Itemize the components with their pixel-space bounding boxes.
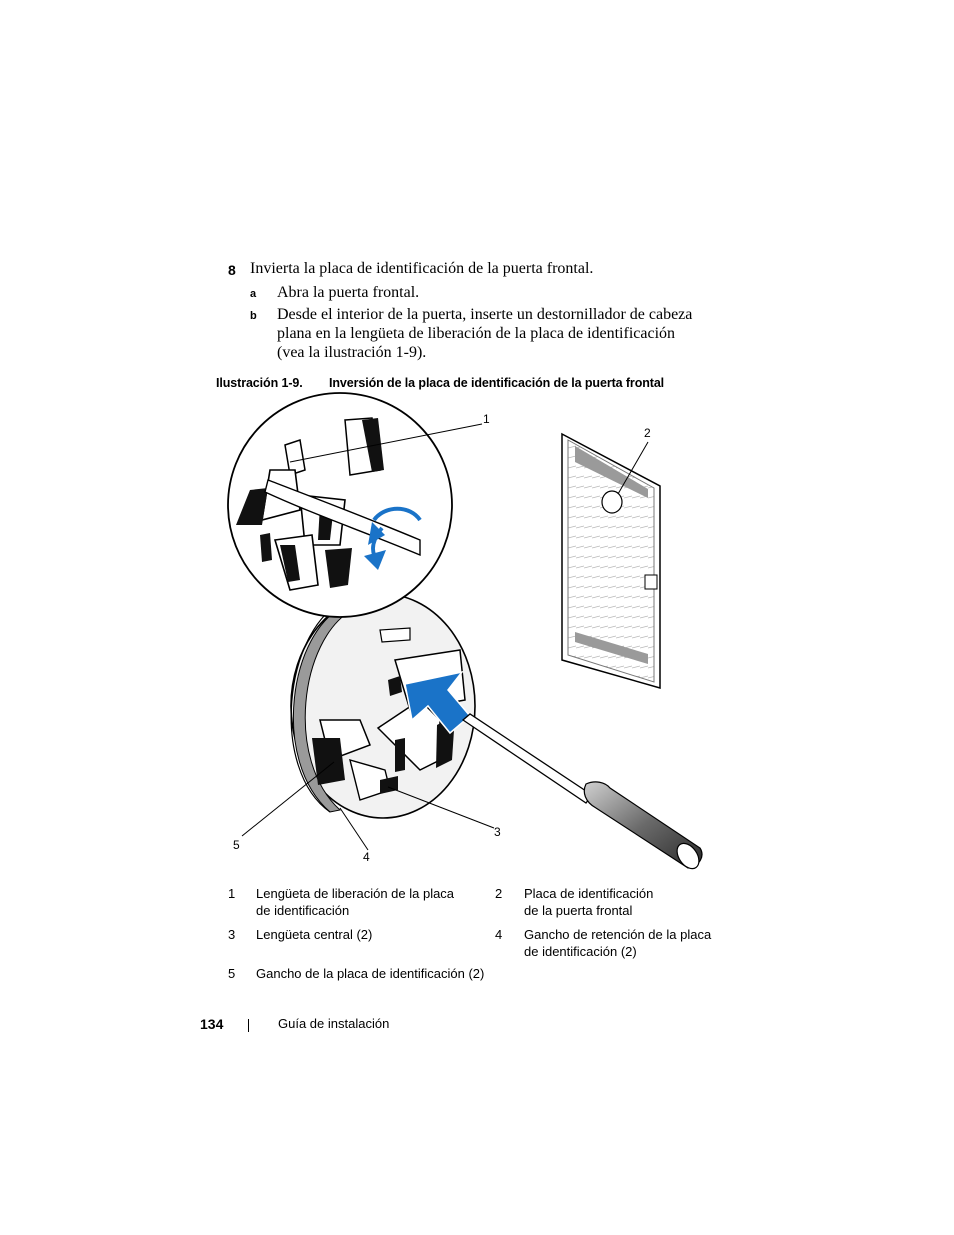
legend-5-text: Gancho de la placa de identificación (2): [256, 966, 485, 981]
substep-b-line-1: Desde el interior de la puerta, inserte un destornillador de cabeza: [277, 306, 693, 323]
substep-a-text: Abra la puerta frontal.: [277, 284, 420, 301]
callout-5: 5: [233, 838, 240, 852]
legend-4-text: Gancho de retención de la placa de identificación (2): [524, 927, 712, 959]
step-text: Invierta la placa de identificación de la puerta frontal.: [250, 260, 594, 277]
substep-a-letter: a: [250, 288, 257, 300]
substep-b-line-2: plana en la lengüeta de liberación de la placa de identificación: [277, 325, 676, 342]
magnified-view: [228, 393, 452, 617]
screwdriver: [463, 714, 703, 873]
legend-5-num: 5: [228, 966, 236, 981]
front-door: [562, 434, 660, 688]
step-number: 8: [228, 262, 236, 278]
legend-2-num: 2: [495, 886, 503, 901]
callout-3: 3: [494, 825, 501, 839]
substep-b-line-3: (vea la ilustración 1-9).: [277, 344, 427, 361]
callout-4: 4: [363, 850, 370, 864]
legend-3-text: Lengüeta central (2): [256, 927, 373, 942]
legend-1-num: 1: [228, 886, 236, 901]
figure-label: Ilustración 1-9.: [216, 376, 303, 390]
callout-2: 2: [644, 426, 651, 440]
page-number: 134: [200, 1016, 224, 1032]
legend-4-num: 4: [495, 927, 503, 942]
legend-1-text: Lengüeta de liberación de la placa de identificación: [256, 886, 455, 918]
footer-separator: [248, 1019, 249, 1032]
callout-1: 1: [483, 412, 490, 426]
substep-b-letter: b: [250, 310, 257, 322]
legend-2-text: Placa de identificación de la puerta frontal: [524, 886, 654, 918]
legend-3-num: 3: [228, 927, 236, 942]
figure-title: Inversión de la placa de identificación de la puerta frontal: [329, 376, 665, 390]
document-title: Guía de instalación: [278, 1016, 390, 1031]
